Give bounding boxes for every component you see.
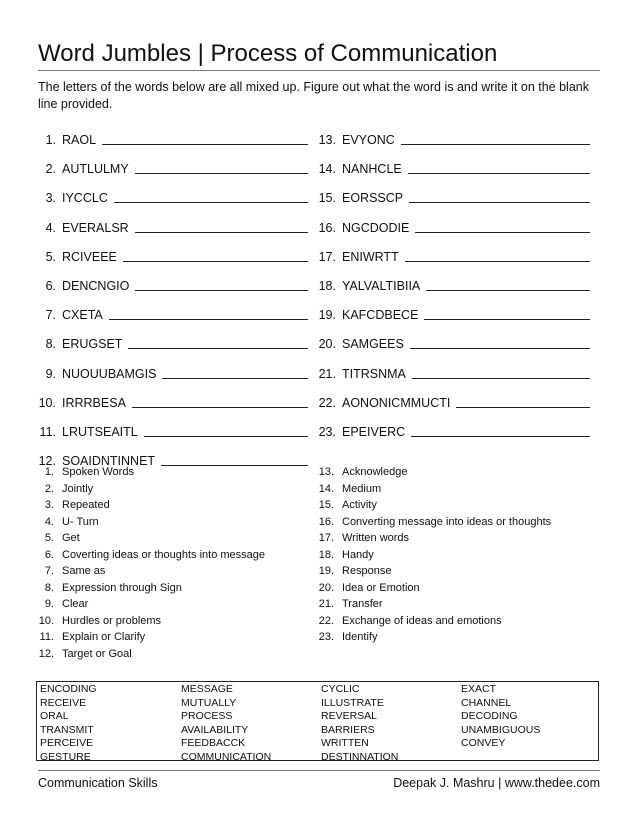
word-bank-word: AVAILABILITY (181, 723, 249, 736)
jumbled-word: DENCNGIO (62, 279, 130, 293)
clue-number: 2. (44, 482, 54, 495)
word-bank (36, 681, 599, 761)
clue-item (38, 482, 93, 496)
clue-item (318, 597, 383, 611)
clue-text: Jointly (62, 482, 94, 495)
jumble-item (318, 274, 590, 294)
clue-item (318, 548, 374, 562)
answer-blank[interactable] (411, 435, 590, 437)
answer-blank[interactable] (162, 377, 308, 379)
answer-blank[interactable] (405, 260, 590, 262)
word-bank-word: PROCESS (181, 710, 233, 722)
jumble-item (38, 274, 308, 294)
jumble-item (318, 391, 590, 411)
jumble-number: 11. (39, 425, 56, 439)
word-bank-word: UNAMBIGUOUS (461, 723, 541, 736)
clue-item (318, 515, 551, 529)
jumble-number: 23. (318, 425, 336, 439)
clue-number: 10. (38, 614, 54, 627)
clue-number: 21. (318, 598, 334, 610)
page-title: Word Jumbles | Process of Communication (38, 40, 498, 67)
clue-item (318, 531, 409, 545)
answer-blank[interactable] (144, 435, 308, 437)
jumble-item (318, 157, 590, 177)
clue-text: Converting message into ideas or thoughts (342, 515, 552, 528)
clue-item (318, 498, 377, 512)
jumble-number: 12. (38, 454, 56, 469)
answer-blank[interactable] (410, 347, 590, 349)
answer-blank[interactable] (123, 260, 308, 262)
jumble-number: 18. (318, 279, 336, 293)
word-bank-word: CONVEY (461, 737, 506, 749)
word-bank-word: GESTURE (40, 750, 91, 763)
jumbled-word: AUTLULMY (62, 162, 129, 177)
jumbled-word: YALVALTIBIIA (342, 279, 421, 293)
clue-text: Idea or Emotion (342, 581, 420, 594)
clue-item (38, 564, 105, 578)
clue-item (38, 597, 88, 611)
clue-text: Activity (342, 499, 377, 511)
word-bank-word: REVERSAL (321, 710, 378, 722)
instructions: The letters of the words below are all mixed up. Figure out what the word is and write it on the blank line provided. (38, 80, 589, 111)
jumbled-word: ENIWRTT (342, 249, 399, 264)
answer-blank[interactable] (102, 143, 308, 145)
jumbled-word: NGCDODIE (342, 220, 410, 235)
jumbled-word: RAOL (62, 133, 97, 147)
clue-number: 15. (318, 499, 334, 511)
jumbled-word: AONONICMMUCTI (342, 395, 451, 410)
word-bank-word: DESTINNATION (321, 750, 399, 763)
footer-rule (38, 770, 600, 771)
word-bank-word: EXACT (461, 683, 497, 695)
answer-blank[interactable] (424, 318, 590, 320)
jumble-number: 21. (318, 366, 336, 381)
word-bank-word: CHANNEL (461, 696, 512, 709)
clue-text: Coverting ideas or thoughts into message (62, 548, 266, 561)
word-bank-word: COMMUNICATION (181, 750, 272, 763)
word-bank-word: PERCEIVE (40, 737, 94, 749)
clue-number: 3. (44, 499, 54, 511)
answer-blank[interactable] (109, 318, 308, 320)
jumbled-word: SOAIDNTINNET (62, 454, 156, 469)
answer-blank[interactable] (161, 464, 308, 466)
clue-item (318, 630, 377, 644)
jumbled-word: IYCCLC (62, 191, 108, 206)
jumbled-word: NANHCLE (342, 162, 402, 177)
clue-number: 7. (44, 565, 54, 577)
jumble-number: 16. (318, 220, 336, 235)
jumbled-word: IRRRBESA (62, 395, 126, 410)
clue-text: Transfer (342, 598, 383, 610)
jumble-number: 3. (45, 191, 56, 206)
jumble-item (318, 303, 590, 323)
clue-text: Response (342, 565, 392, 577)
clue-text: Repeated (62, 499, 110, 511)
jumble-item (318, 245, 590, 265)
clue-number: 22. (318, 614, 334, 627)
jumble-number: 20. (318, 337, 336, 352)
jumble-number: 4. (45, 220, 56, 235)
jumble-number: 15. (318, 191, 336, 206)
answer-blank[interactable] (456, 406, 590, 408)
answer-blank[interactable] (135, 172, 308, 174)
word-bank-word: DECODING (461, 710, 518, 722)
clue-text: Hurdles or problems (62, 614, 162, 627)
jumble-number: 17. (318, 249, 336, 264)
clue-number: 17. (318, 532, 334, 544)
jumble-item (318, 420, 590, 440)
clue-text: Acknowledge (342, 466, 408, 478)
jumble-number: 19. (318, 308, 336, 323)
clue-item (318, 482, 381, 496)
jumble-item (38, 332, 308, 352)
clue-text: Expression through Sign (62, 581, 182, 594)
jumble-item (38, 391, 308, 411)
jumble-item (38, 216, 308, 236)
clue-text: Target or Goal (62, 647, 132, 660)
jumble-item (318, 362, 590, 382)
clue-number: 19. (318, 565, 334, 577)
clue-number: 4. (44, 515, 54, 528)
title-rule (38, 70, 600, 71)
word-bank-word: ILLUSTRATE (321, 696, 384, 709)
jumbled-word: RCIVEEE (62, 249, 117, 264)
answer-blank[interactable] (412, 377, 590, 379)
clue-item (318, 614, 502, 628)
clue-item (318, 581, 420, 595)
jumble-item (38, 128, 308, 148)
clue-item (38, 465, 134, 479)
jumble-number: 13. (318, 133, 336, 147)
jumble-item (318, 186, 590, 206)
jumble-item (38, 362, 308, 382)
word-bank-word: FEEDBACCK (181, 737, 246, 749)
jumble-number: 8. (45, 337, 56, 352)
clue-text: Explain or Clarify (62, 631, 146, 643)
clue-number: 9. (44, 598, 54, 610)
answer-blank[interactable] (401, 143, 590, 145)
clue-text: Spoken Words (62, 466, 134, 478)
clue-number: 6. (44, 548, 54, 561)
jumble-item (38, 420, 308, 440)
clue-text: Get (62, 532, 80, 544)
jumble-item (38, 186, 308, 206)
clue-item (38, 647, 132, 661)
jumble-item (38, 303, 308, 323)
jumble-number: 7. (45, 308, 56, 323)
clue-text: Clear (62, 598, 89, 610)
clue-number: 14. (318, 482, 334, 495)
clue-item (318, 564, 392, 578)
word-bank-word: MUTUALLY (181, 696, 237, 709)
clue-number: 16. (318, 515, 334, 528)
jumble-number: 9. (45, 366, 56, 381)
word-bank-word: ORAL (40, 710, 69, 722)
clue-item (38, 581, 182, 595)
jumble-item (318, 332, 590, 352)
answer-blank[interactable] (409, 201, 590, 203)
clue-item (38, 630, 145, 644)
answer-blank[interactable] (132, 406, 308, 408)
clue-number: 13. (318, 466, 334, 478)
answer-blank[interactable] (135, 231, 308, 233)
clue-text: Written words (342, 532, 410, 544)
clue-item (38, 498, 110, 512)
jumbled-word: KAFCDBECE (342, 308, 419, 323)
clue-text: Medium (342, 482, 382, 495)
clue-number: 8. (44, 581, 54, 594)
jumble-number: 10. (38, 395, 56, 410)
clue-number: 11. (39, 631, 54, 643)
word-bank-word: TRANSMIT (40, 723, 94, 736)
word-bank-word: WRITTEN (321, 737, 369, 749)
jumbled-word: EPEIVERC (342, 425, 406, 439)
jumbled-word: LRUTSEAITL (62, 425, 138, 439)
clue-number: 12. (38, 647, 54, 660)
word-bank-word: ENCODING (40, 683, 97, 695)
footer-right: Deepak J. Mashru | www.thedee.com (393, 776, 600, 790)
clue-text: Handy (342, 548, 374, 561)
jumbled-word: SAMGEES (342, 337, 404, 352)
jumbled-word: TITRSNMA (342, 366, 406, 381)
jumble-number: 22. (318, 395, 336, 410)
clue-item (38, 614, 161, 628)
answer-blank[interactable] (135, 289, 308, 291)
clue-number: 18. (318, 548, 334, 561)
answer-blank[interactable] (114, 201, 308, 203)
jumble-item (38, 157, 308, 177)
jumble-item (318, 128, 590, 148)
clue-number: 1. (44, 466, 54, 478)
word-bank-word: CYCLIC (321, 683, 360, 695)
jumbled-word: ERUGSET (62, 337, 123, 352)
word-bank-word: RECEIVE (40, 696, 87, 709)
clue-text: Same as (62, 565, 106, 577)
jumbled-word: EVERALSR (62, 220, 129, 235)
clue-text: U- Turn (62, 515, 99, 528)
answer-blank[interactable] (426, 289, 590, 291)
clue-number: 23. (318, 631, 334, 643)
answer-blank[interactable] (128, 347, 308, 349)
clue-text: Identify (342, 631, 378, 643)
answer-blank[interactable] (408, 172, 590, 174)
clue-number: 5. (44, 532, 54, 544)
clue-item (38, 548, 265, 562)
clue-text: Exchange of ideas and emotions (342, 614, 502, 627)
jumble-number: 5. (45, 249, 56, 264)
answer-blank[interactable] (415, 231, 590, 233)
clue-item (38, 515, 99, 529)
jumbled-word: EVYONC (342, 133, 395, 147)
jumble-number: 1. (45, 133, 56, 147)
footer-left: Communication Skills (38, 776, 158, 790)
jumble-item (38, 245, 308, 265)
jumble-item (318, 216, 590, 236)
word-bank-word: BARRIERS (321, 723, 375, 736)
clue-item (318, 465, 407, 479)
jumble-number: 2. (45, 162, 56, 177)
jumble-number: 6. (45, 279, 56, 293)
clue-number: 20. (318, 581, 334, 594)
jumbled-word: CXETA (62, 308, 103, 323)
word-bank-word: MESSAGE (181, 683, 233, 695)
jumble-number: 14. (318, 162, 336, 177)
clue-item (38, 531, 80, 545)
jumbled-word: EORSSCP (342, 191, 404, 206)
jumbled-word: NUOUUBAMGIS (62, 366, 157, 381)
